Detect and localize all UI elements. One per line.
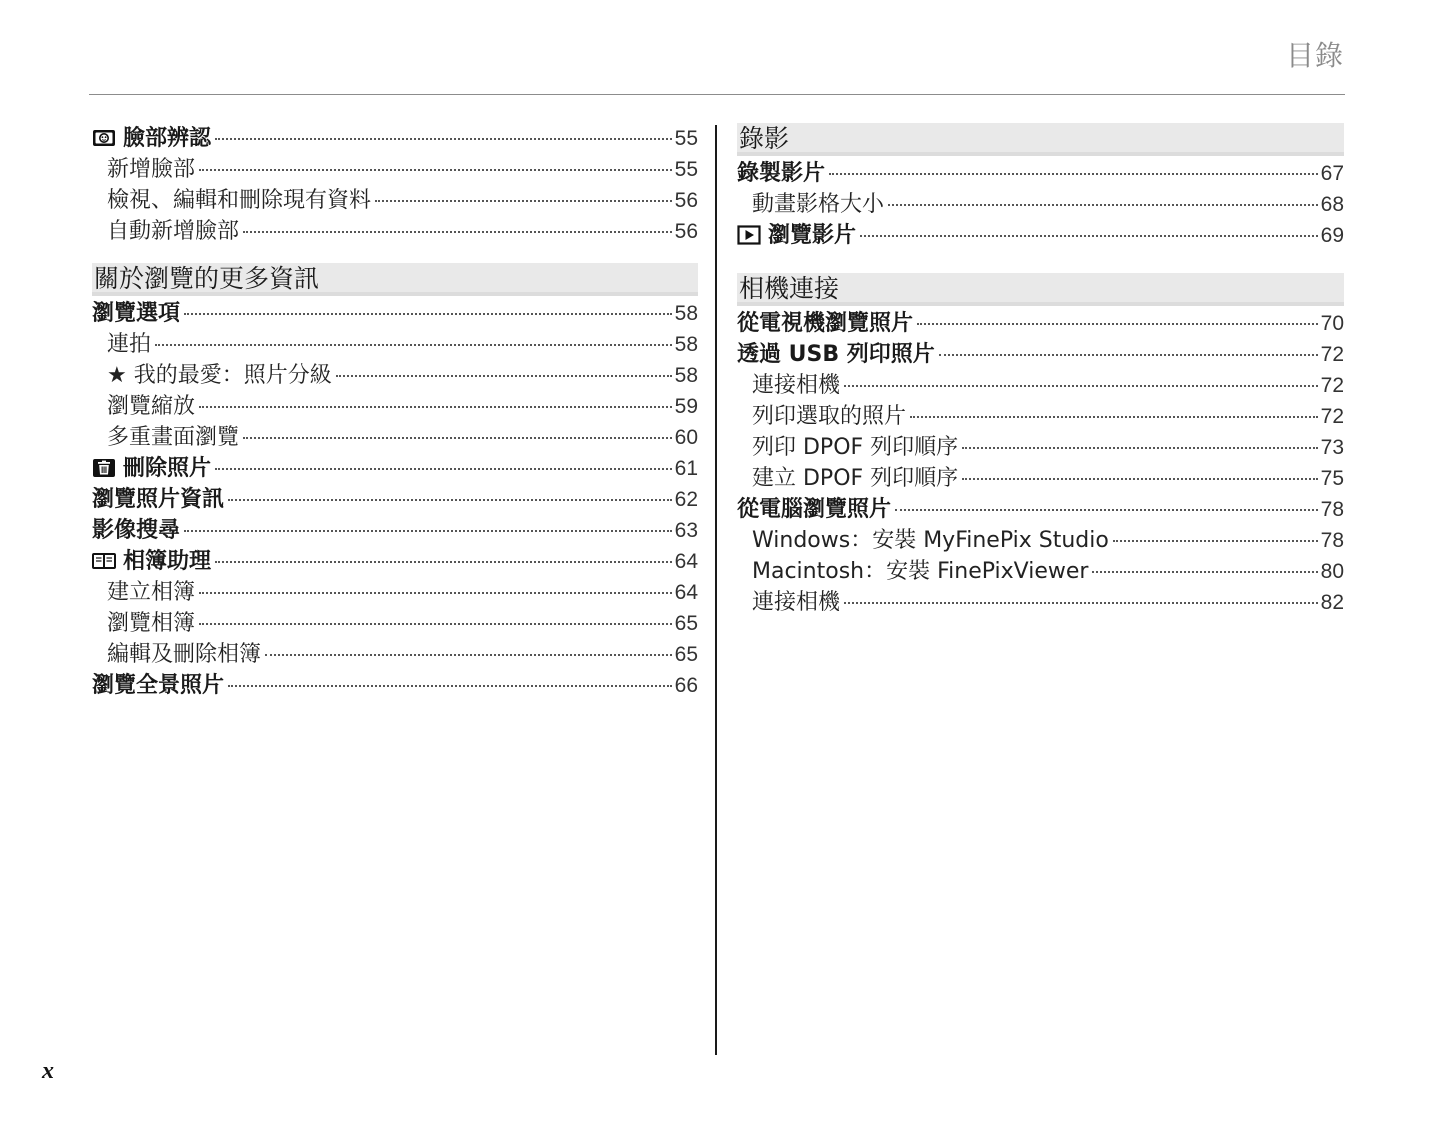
toc-entry[interactable]	[92, 298, 698, 329]
dot-leader	[228, 499, 672, 501]
toc-page-number: 58	[674, 364, 698, 387]
toc-section-heading: 相機連接	[737, 273, 1344, 306]
toc-subentry[interactable]	[737, 556, 1344, 587]
toc-entry-label	[107, 154, 195, 185]
toc-entry-label	[92, 484, 224, 515]
toc-subentry[interactable]	[92, 422, 698, 453]
toc-entry-label	[92, 123, 211, 154]
dot-leader	[336, 375, 672, 377]
toc-section-heading: 關於瀏覽的更多資訊	[92, 263, 698, 296]
toc-entry-label	[107, 639, 261, 670]
toc-subentry[interactable]	[92, 329, 698, 360]
toc-entry-text: 臉部辨認	[123, 126, 212, 151]
toc-entry-text: 建立相簿	[107, 580, 196, 605]
toc-entry-label	[92, 298, 180, 329]
toc-subentry[interactable]	[92, 577, 698, 608]
toc-left-column	[92, 123, 698, 701]
toc-entry-text: 從電視機瀏覽照片	[737, 311, 914, 336]
dot-leader	[215, 468, 672, 470]
toc-page-number: 80	[1320, 560, 1344, 583]
toc-entry-label	[737, 308, 913, 339]
toc-page-number: 62	[674, 488, 698, 511]
toc-page-number: 78	[1320, 498, 1344, 521]
toc-entry[interactable]	[92, 670, 698, 701]
toc-entry-label	[752, 189, 884, 220]
toc-entry[interactable]	[737, 494, 1344, 525]
toc-entry-label	[752, 432, 958, 463]
toc-right-column	[737, 123, 1344, 618]
column-divider	[715, 125, 717, 1055]
toc-entry[interactable]	[92, 515, 698, 546]
album-book-icon	[92, 551, 116, 571]
toc-subentry[interactable]	[92, 639, 698, 670]
toc-subentry[interactable]	[737, 587, 1344, 618]
toc-entry-text: Windows：安裝 MyFinePix Studio	[752, 528, 1109, 553]
toc-entry-text: 瀏覽照片資訊	[92, 487, 225, 512]
dot-leader	[895, 509, 1318, 511]
toc-entry-text: 連拍	[107, 332, 152, 357]
dot-leader	[199, 623, 672, 625]
toc-page-number: 65	[674, 612, 698, 635]
header-rule	[89, 94, 1345, 95]
toc-entry-text: 連接相機	[752, 590, 841, 615]
toc-entry-label	[752, 370, 840, 401]
toc-subentry[interactable]	[737, 189, 1344, 220]
toc-entry[interactable]	[737, 339, 1344, 370]
toc-entry-label	[737, 339, 935, 370]
toc-subentry[interactable]	[92, 216, 698, 247]
toc-entry-label	[752, 525, 1109, 556]
toc-page-number: 56	[674, 189, 698, 212]
toc-entry-text: 編輯及刪除相簿	[107, 642, 262, 667]
dot-leader	[829, 173, 1318, 175]
toc-entry-text: 建立 DPOF 列印順序	[752, 466, 959, 491]
toc-entry-text: 自動新增臉部	[107, 219, 240, 244]
toc-page-number: 82	[1320, 591, 1344, 614]
dot-leader	[1092, 571, 1317, 573]
toc-page-number: 55	[674, 127, 698, 150]
dot-leader	[215, 138, 672, 140]
toc-entry-text: 透過 USB 列印照片	[737, 342, 935, 367]
toc-entry-text: 瀏覽影片	[768, 223, 857, 248]
toc-entry[interactable]	[92, 484, 698, 515]
toc-page-number: 70	[1320, 312, 1344, 335]
toc-entry-text: 錄製影片	[737, 161, 826, 186]
toc-page-number: 78	[1320, 529, 1344, 552]
dot-leader	[243, 231, 672, 233]
dot-leader	[215, 561, 672, 563]
toc-subentry[interactable]	[737, 401, 1344, 432]
dot-leader	[184, 530, 672, 532]
toc-page-number: 65	[674, 643, 698, 666]
dot-leader	[917, 323, 1318, 325]
toc-page-number: 55	[674, 158, 698, 181]
toc-page-number: 66	[674, 674, 698, 697]
toc-entry-label	[92, 546, 211, 577]
toc-entry-text: 瀏覽相簿	[107, 611, 196, 636]
dot-leader	[844, 602, 1318, 604]
toc-entry-label	[107, 391, 195, 422]
toc-page-number: 58	[674, 333, 698, 356]
toc-entry-label	[752, 463, 958, 494]
toc-page-number: 64	[674, 550, 698, 573]
dot-leader	[199, 169, 672, 171]
dot-leader	[243, 437, 672, 439]
toc-entry-label	[107, 422, 239, 453]
toc-subentry[interactable]	[92, 391, 698, 422]
toc-entry-label	[752, 556, 1088, 587]
toc-entry-label	[737, 494, 891, 525]
toc-entry-text: Macintosh：安裝 FinePixViewer	[752, 559, 1089, 584]
toc-entry-text: 相簿助理	[123, 549, 212, 574]
toc-entry-label	[107, 360, 332, 391]
toc-entry[interactable]	[737, 308, 1344, 339]
toc-entry-label	[107, 216, 239, 247]
toc-entry-text: 刪除照片	[123, 456, 212, 481]
toc-page-number: 60	[674, 426, 698, 449]
toc-subentry[interactable]	[92, 154, 698, 185]
toc-entry-text: ★ 我的最愛：照片分級	[107, 363, 332, 388]
toc-page-number: 64	[674, 581, 698, 604]
toc-page-number: 72	[1320, 374, 1344, 397]
toc-page-number: 69	[1320, 224, 1344, 247]
toc-entry-label	[107, 608, 195, 639]
face-detection-icon	[92, 128, 116, 148]
dot-leader	[228, 685, 672, 687]
dot-leader	[844, 385, 1318, 387]
toc-page-number: 58	[674, 302, 698, 325]
toc-entry[interactable]	[737, 220, 1344, 251]
dot-leader	[1113, 540, 1318, 542]
toc-entry-text: 從電腦瀏覽照片	[737, 497, 892, 522]
toc-subentry[interactable]	[92, 608, 698, 639]
toc-section-heading: 錄影	[737, 123, 1344, 156]
toc-page-number: 75	[1320, 467, 1344, 490]
toc-page-number: 56	[674, 220, 698, 243]
dot-leader	[199, 592, 672, 594]
toc-entry-text: 列印 DPOF 列印順序	[752, 435, 959, 460]
dot-leader	[910, 416, 1318, 418]
toc-entry-label	[752, 587, 840, 618]
toc-subentry[interactable]	[92, 185, 698, 216]
trash-icon	[92, 458, 116, 478]
toc-entry-text: 新增臉部	[107, 157, 196, 182]
toc-entry-text: 列印選取的照片	[752, 404, 907, 429]
dot-leader	[962, 478, 1317, 480]
toc-subentry[interactable]	[737, 370, 1344, 401]
dot-leader	[860, 235, 1318, 237]
toc-subentry[interactable]	[737, 525, 1344, 556]
toc-entry-text: 影像搜尋	[92, 518, 181, 543]
toc-entry-text: 多重畫面瀏覽	[107, 425, 240, 450]
toc-subentry[interactable]	[92, 360, 698, 391]
toc-entry[interactable]	[92, 546, 698, 577]
toc-entry-label	[752, 401, 906, 432]
toc-entry-text: 瀏覽選項	[92, 301, 181, 326]
toc-entry-text: 檢視、編輯和刪除現有資料	[107, 188, 372, 213]
dot-leader	[962, 447, 1317, 449]
toc-entry-label	[92, 515, 180, 546]
dot-leader	[155, 344, 672, 346]
toc-entry-label	[92, 453, 211, 484]
toc-page-number: 63	[674, 519, 698, 542]
toc-page-number: 73	[1320, 436, 1344, 459]
toc-entry-label	[107, 577, 195, 608]
toc-entry[interactable]	[92, 123, 698, 154]
toc-page-number: 67	[1320, 162, 1344, 185]
toc-entry-text: 瀏覽全景照片	[92, 673, 225, 698]
page-title: 目錄	[1285, 39, 1344, 72]
toc-entry-label	[737, 220, 856, 251]
playback-icon	[737, 225, 761, 245]
toc-entry[interactable]	[92, 453, 698, 484]
toc-entry-label	[737, 158, 825, 189]
dot-leader	[265, 654, 672, 656]
dot-leader	[939, 354, 1318, 356]
toc-entry-text: 連接相機	[752, 373, 841, 398]
toc-entry-text: 瀏覽縮放	[107, 394, 196, 419]
dot-leader	[375, 200, 672, 202]
dot-leader	[199, 406, 672, 408]
toc-page-number: 61	[674, 457, 698, 480]
toc-entry-label	[107, 329, 151, 360]
dot-leader	[184, 313, 672, 315]
toc-entry[interactable]	[737, 158, 1344, 189]
toc-entry-label	[92, 670, 224, 701]
toc-page-number: 68	[1320, 193, 1344, 216]
dot-leader	[888, 204, 1318, 206]
toc-page-number: 72	[1320, 343, 1344, 366]
toc-entry-label	[107, 185, 371, 216]
toc-page-number: 72	[1320, 405, 1344, 428]
page-folio: x	[42, 1058, 54, 1084]
toc-page-number: 59	[674, 395, 698, 418]
toc-subentry[interactable]	[737, 432, 1344, 463]
toc-subentry[interactable]	[737, 463, 1344, 494]
toc-entry-text: 動畫影格大小	[752, 192, 885, 217]
